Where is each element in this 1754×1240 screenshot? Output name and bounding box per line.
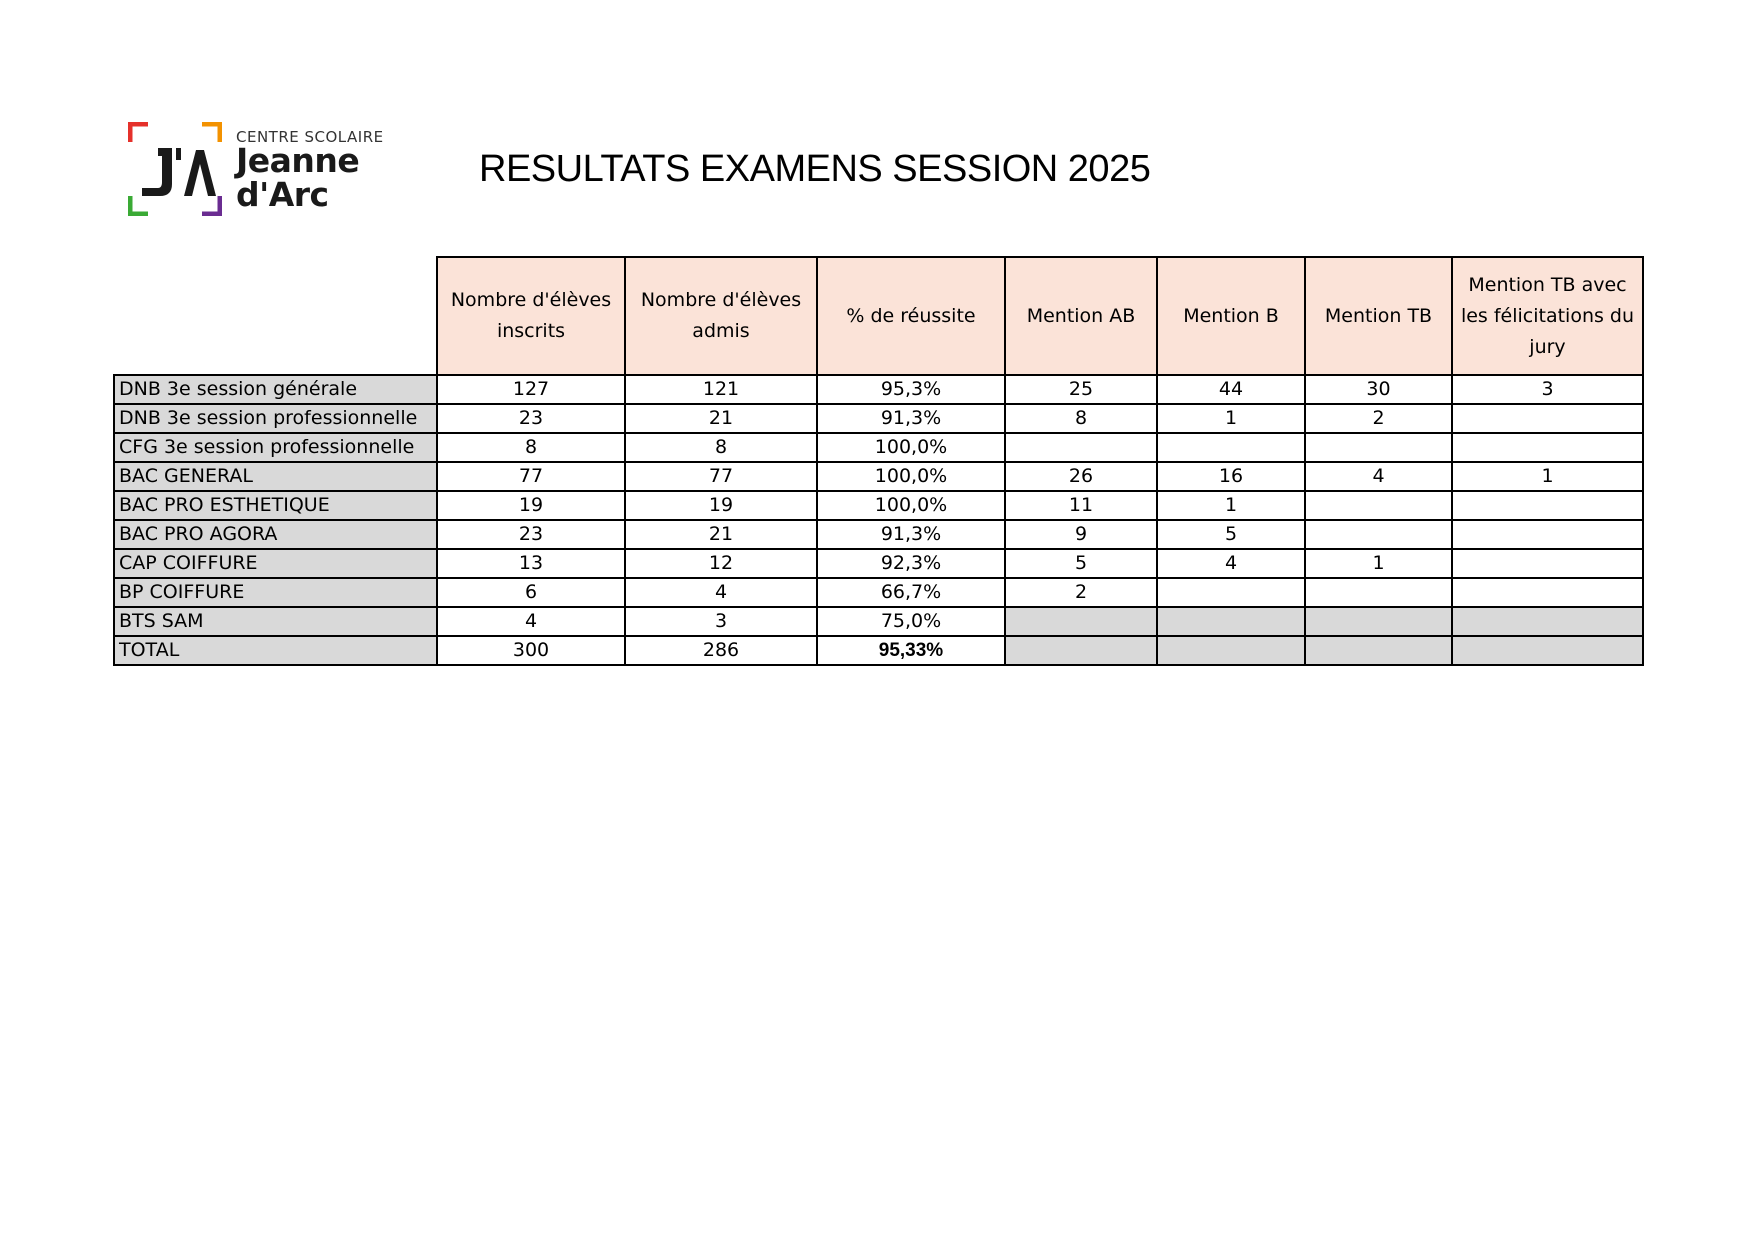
cell-mention-b: 4 — [1157, 549, 1305, 578]
cell-inscrits: 19 — [437, 491, 625, 520]
table-row — [114, 549, 1643, 578]
cell-mention-b — [1157, 578, 1305, 607]
table-row — [114, 491, 1643, 520]
table-row — [114, 404, 1643, 433]
cell-reussite: 100,0% — [817, 433, 1005, 462]
cell-inscrits: 13 — [437, 549, 625, 578]
cell-mention-ab: 11 — [1005, 491, 1157, 520]
cell-mention-tb: 4 — [1305, 462, 1452, 491]
cell-mention-ab — [1005, 433, 1157, 462]
cell-mention-b — [1157, 636, 1305, 665]
row-label: BTS SAM — [114, 607, 437, 636]
cell-mention-b: 1 — [1157, 491, 1305, 520]
header-mention-ab: Mention AB — [1005, 257, 1157, 375]
row-label: BP COIFFURE — [114, 578, 437, 607]
cell-inscrits: 8 — [437, 433, 625, 462]
cell-admis: 21 — [625, 520, 817, 549]
cell-mention-ab — [1005, 636, 1157, 665]
cell-mention-tb — [1305, 520, 1452, 549]
cell-mention-tb-felicitations — [1452, 433, 1643, 462]
cell-admis: 4 — [625, 578, 817, 607]
header-mention-tb: Mention TB — [1305, 257, 1452, 375]
header-mention-tb-felicitations: Mention TB avec les félicitations du jury — [1452, 257, 1643, 375]
cell-mention-tb — [1305, 607, 1452, 636]
cell-mention-tb-felicitations — [1452, 549, 1643, 578]
cell-mention-tb: 2 — [1305, 404, 1452, 433]
cell-reussite: 75,0% — [817, 607, 1005, 636]
cell-admis: 12 — [625, 549, 817, 578]
row-label: CFG 3e session professionnelle — [114, 433, 437, 462]
cell-admis: 8 — [625, 433, 817, 462]
cell-reussite: 91,3% — [817, 520, 1005, 549]
row-label: CAP COIFFURE — [114, 549, 437, 578]
cell-mention-ab: 5 — [1005, 549, 1157, 578]
results-table — [113, 256, 1644, 666]
cell-mention-tb-felicitations — [1452, 607, 1643, 636]
cell-inscrits: 23 — [437, 520, 625, 549]
logo-name — [236, 141, 360, 214]
cell-mention-tb — [1305, 433, 1452, 462]
cell-mention-b: 5 — [1157, 520, 1305, 549]
cell-mention-ab: 9 — [1005, 520, 1157, 549]
header-row — [114, 257, 1643, 375]
cell-reussite: 95,33% — [817, 636, 1005, 665]
row-label: TOTAL — [114, 636, 437, 665]
row-label: BAC PRO AGORA — [114, 520, 437, 549]
header-reussite: % de réussite — [817, 257, 1005, 375]
cell-admis: 286 — [625, 636, 817, 665]
header-mention-b: Mention B — [1157, 257, 1305, 375]
cell-inscrits: 127 — [437, 375, 625, 404]
cell-mention-ab: 8 — [1005, 404, 1157, 433]
page-title: RESULTATS EXAMENS SESSION 2025 — [479, 148, 1151, 190]
cell-inscrits: 77 — [437, 462, 625, 491]
row-label: BAC PRO ESTHETIQUE — [114, 491, 437, 520]
cell-inscrits: 300 — [437, 636, 625, 665]
cell-mention-tb-felicitations — [1452, 636, 1643, 665]
cell-mention-tb-felicitations — [1452, 578, 1643, 607]
row-label: DNB 3e session professionnelle — [114, 404, 437, 433]
table-row — [114, 433, 1643, 462]
logo-mark-icon — [128, 122, 222, 216]
cell-mention-tb — [1305, 636, 1452, 665]
cell-reussite: 91,3% — [817, 404, 1005, 433]
cell-mention-tb-felicitations — [1452, 520, 1643, 549]
cell-mention-tb-felicitations — [1452, 491, 1643, 520]
cell-mention-b — [1157, 433, 1305, 462]
table-row — [114, 462, 1643, 491]
cell-admis: 21 — [625, 404, 817, 433]
cell-mention-ab — [1005, 607, 1157, 636]
cell-mention-b: 1 — [1157, 404, 1305, 433]
cell-reussite: 66,7% — [817, 578, 1005, 607]
cell-mention-ab: 26 — [1005, 462, 1157, 491]
cell-mention-tb: 1 — [1305, 549, 1452, 578]
logo-name-line1: Jeanne — [236, 141, 360, 180]
cell-admis: 3 — [625, 607, 817, 636]
cell-mention-tb — [1305, 578, 1452, 607]
cell-inscrits: 4 — [437, 607, 625, 636]
cell-mention-tb: 30 — [1305, 375, 1452, 404]
logo-subtitle: CENTRE SCOLAIRE — [236, 128, 384, 146]
cell-mention-tb — [1305, 491, 1452, 520]
cell-inscrits: 6 — [437, 578, 625, 607]
cell-admis: 77 — [625, 462, 817, 491]
cell-mention-tb-felicitations: 3 — [1452, 375, 1643, 404]
header-admis: Nombre d'élèves admis — [625, 257, 817, 375]
cell-mention-b — [1157, 607, 1305, 636]
cell-mention-b: 16 — [1157, 462, 1305, 491]
cell-mention-ab: 2 — [1005, 578, 1157, 607]
cell-reussite: 95,3% — [817, 375, 1005, 404]
cell-reussite: 100,0% — [817, 462, 1005, 491]
table-row — [114, 520, 1643, 549]
table-row — [114, 578, 1643, 607]
cell-reussite: 92,3% — [817, 549, 1005, 578]
cell-admis: 121 — [625, 375, 817, 404]
row-label: BAC GENERAL — [114, 462, 437, 491]
table-row — [114, 375, 1643, 404]
header-inscrits: Nombre d'élèves inscrits — [437, 257, 625, 375]
table-row — [114, 607, 1643, 636]
header-corner — [114, 257, 437, 375]
logo-name-line2: d'Arc — [236, 175, 329, 214]
row-label: DNB 3e session générale — [114, 375, 437, 404]
cell-reussite: 100,0% — [817, 491, 1005, 520]
total-row — [114, 636, 1643, 665]
cell-mention-b: 44 — [1157, 375, 1305, 404]
school-logo — [128, 122, 400, 218]
cell-admis: 19 — [625, 491, 817, 520]
cell-inscrits: 23 — [437, 404, 625, 433]
cell-mention-tb-felicitations — [1452, 404, 1643, 433]
cell-mention-tb-felicitations: 1 — [1452, 462, 1643, 491]
cell-mention-ab: 25 — [1005, 375, 1157, 404]
